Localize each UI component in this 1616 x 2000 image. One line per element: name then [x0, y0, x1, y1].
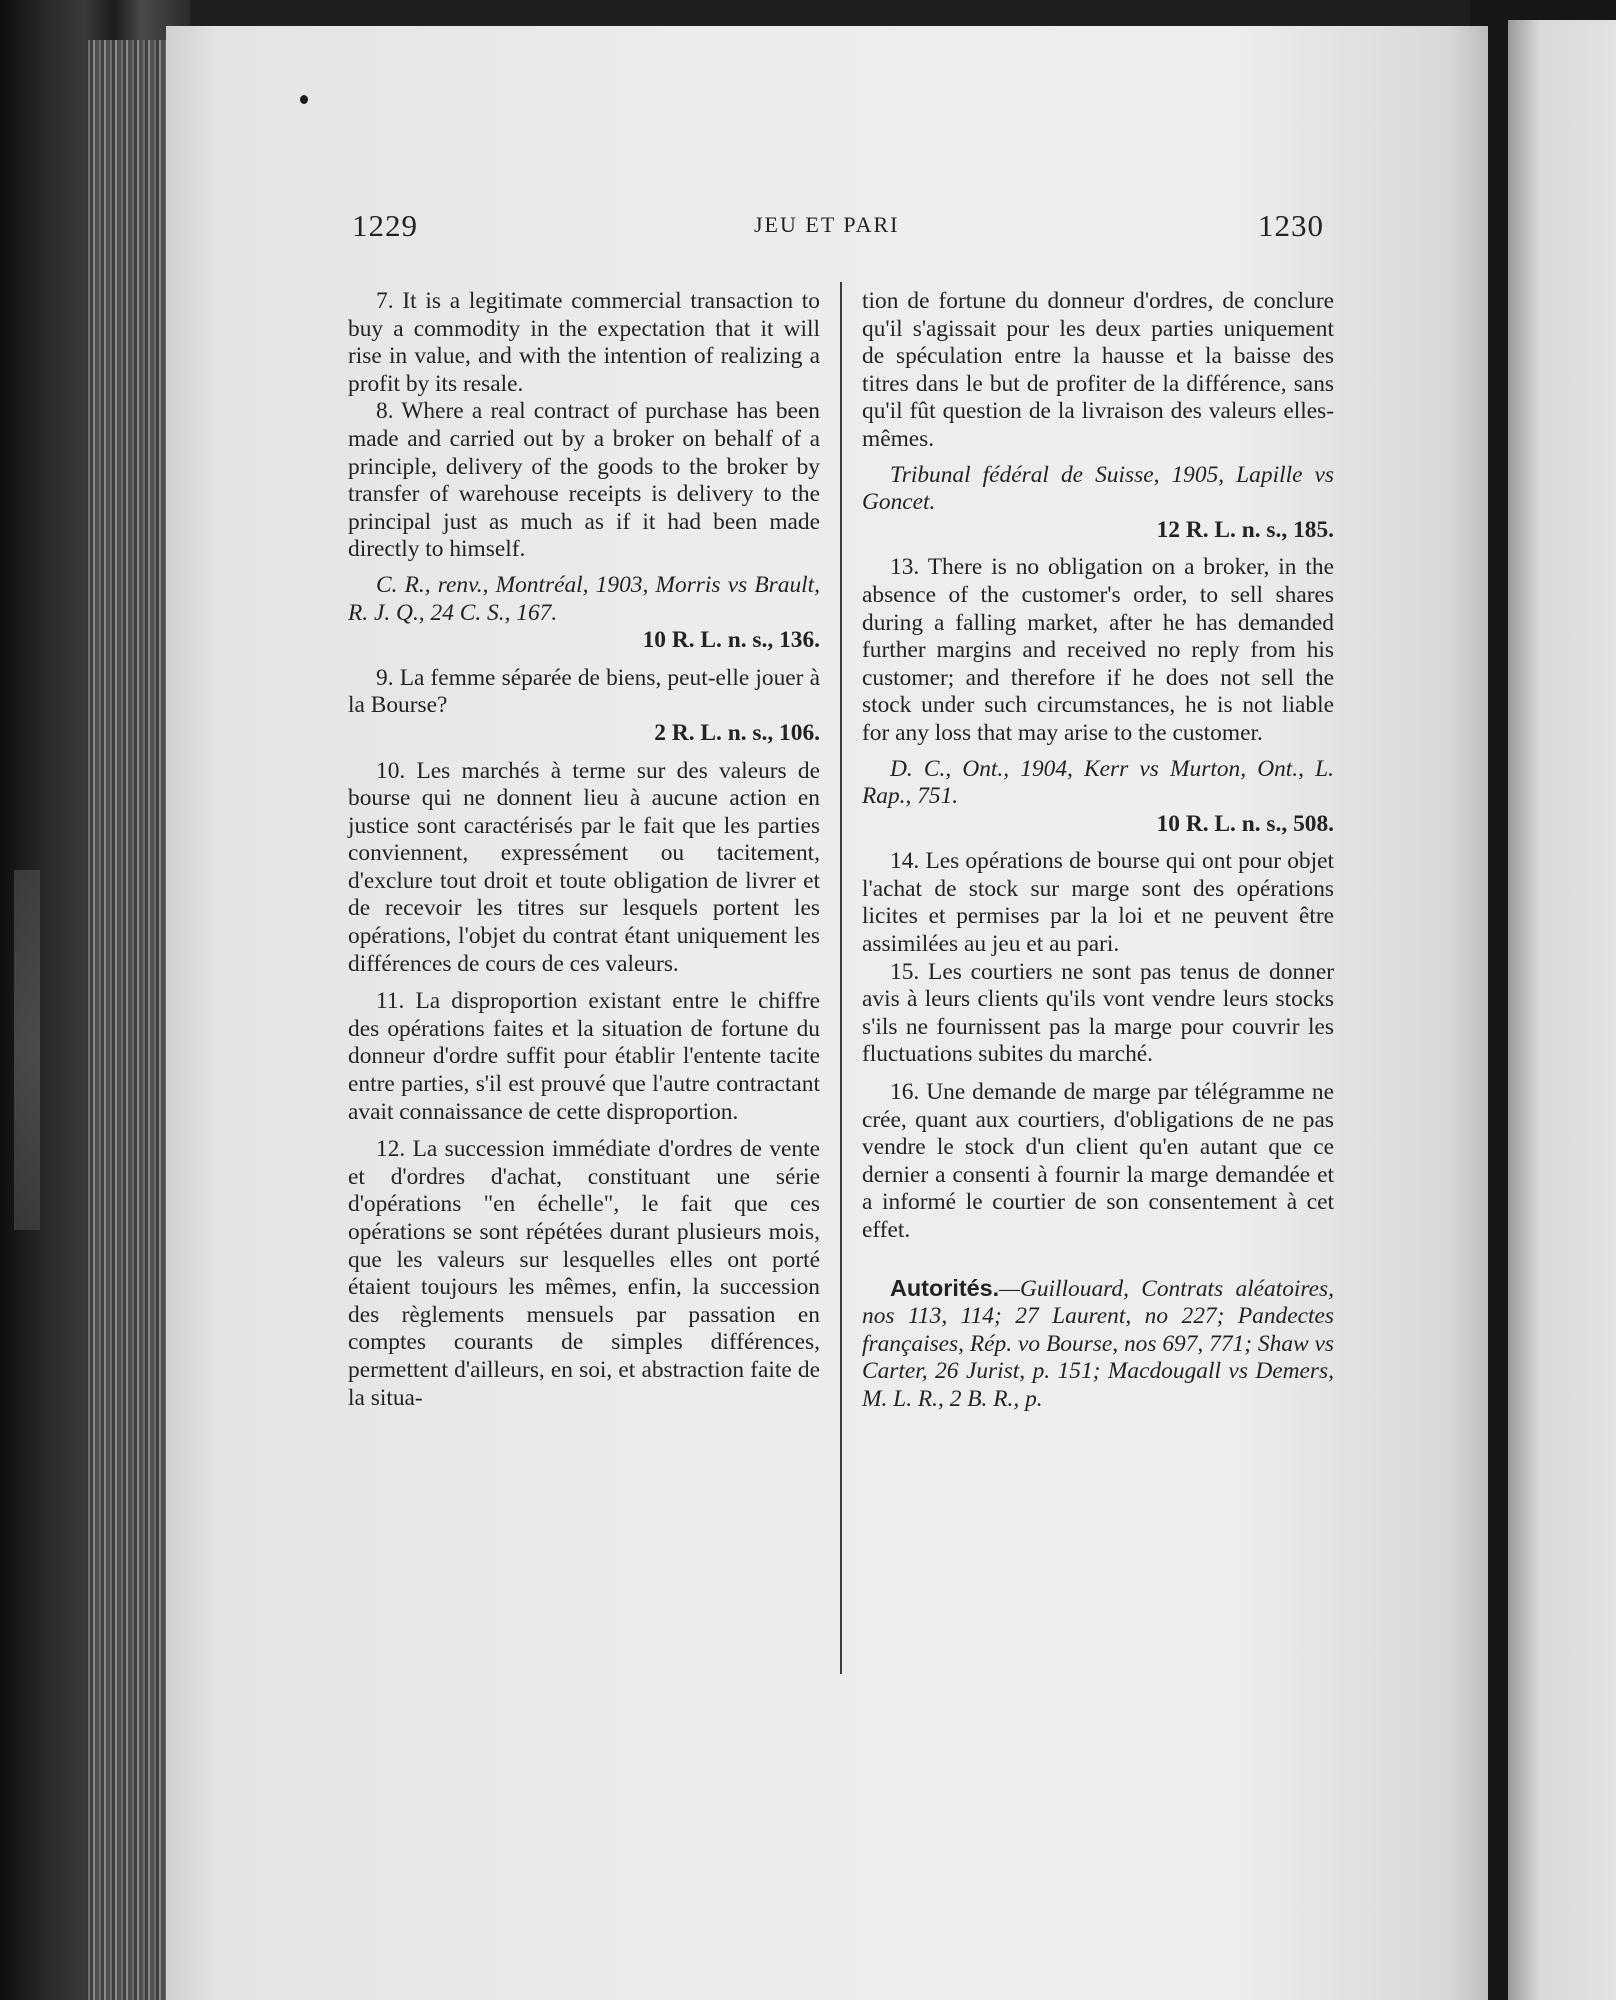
paragraph-14: 14. Les opérations de bourse qui ont pour objet l'achat de stock sur marge sont des opérations licites et permises par la loi et ne peuvent être assimilées au jeu et au pari. — [862, 848, 1334, 958]
paragraph-12-continued: tion de fortune du donneur d'ordres, de conclure qu'il s'agissait pour les deux parties uniquement de spéculation entre la hausse et la baisse des titres dans le but de profiter de la différence, sans qu'il fût question de la livraison des valeurs elles-mêmes. — [862, 288, 1334, 452]
authorities-heading: Autorités. — [890, 1274, 1000, 1301]
reference-13: 10 R. L. n. s., 508. — [1156, 810, 1334, 837]
left-column — [348, 288, 820, 1412]
page-number-right: 1230 — [1258, 208, 1324, 243]
paragraph-12: 12. La succession immédiate d'ordres de vente et d'ordres d'achat, constituant une série d'opérations "en échelle", le fait que ces opérations se sont répétées durant plusieurs mois, que les valeurs sur lesquelles elles ont porté étaient toujours les mêmes, enfin, la succession des règlements mensuels par passation en comptes courants de simples différences, permettent d'ailleurs, en soi, et abstraction faite de la situa- — [348, 1136, 820, 1411]
paragraph-16: 16. Une demande de marge par télégramme ne crée, quant aux courtiers, d'obligations de ne pas vendre le stock d'un client qu'en autant que ce dernier a consenti à fournir la marge demandée et a informé le courtier de son consentement à cet effet. — [862, 1079, 1334, 1243]
paragraph-11: 11. La disproportion existant entre le chiffre des opérations faites et la situation de fortune du donneur d'ordre suffit pour établir l'entente tacite entre parties, s'il est prouvé que l'autre contractant avait connaissance de cette disproportion. — [348, 988, 820, 1125]
page-number-left: 1229 — [352, 208, 418, 243]
reference-9: 2 R. L. n. s., 106. — [654, 719, 820, 746]
running-title: JEU ET PARI — [754, 212, 900, 237]
column-divider — [840, 282, 842, 1674]
paragraph-7: 7. It is a legitimate commercial transaction to buy a commodity in the expectation that it will rise in value, and with the intention of realizing a profit by its resale. — [348, 288, 820, 397]
authorities — [862, 1275, 1334, 1414]
citation-12: Tribunal fédéral de Suisse, 1905, Lapille vs Goncet. — [862, 461, 1334, 516]
spine-label — [14, 870, 40, 1230]
right-column — [862, 288, 1334, 1414]
paragraph-15: 15. Les courtiers ne sont pas tenus de donner avis à leurs clients qu'ils vont vendre leurs stocks s'ils ne fournissent pas la marge pour couvrir les fluctuations subites du marché. — [862, 958, 1334, 1068]
paragraph-13: 13. There is no obligation on a broker, in the absence of the customer's order, to sell shares during a falling market, after he has demanded further margins and received no reply from his customer; and therefore if he does not sell the stock under such circumstances, he is not liable for any loss that may arise to the customer. — [862, 554, 1334, 746]
authorities-list: —Guillouard, Contrats aléatoires, nos 113, 114; 27 Laurent, no 227; Pandectes françaises, Rép. vo Bourse, nos 697, 771; Shaw vs Carter, 26 Jurist, p. 151; Macdougall vs Demers, M. L. R., 2 B. R., p. — [862, 1275, 1334, 1412]
facing-page-edge — [1508, 20, 1616, 2000]
citation-13: D. C., Ont., 1904, Kerr vs Murton, Ont., L. Rap., 751. — [862, 755, 1334, 810]
reference-8: 10 R. L. n. s., 136. — [642, 627, 820, 654]
paragraph-10: 10. Les marchés à terme sur des valeurs de bourse qui ne donnent lieu à aucune action en justice sont caractérisés par le fait que les parties conviennent, expressément ou tacitement, d'exclure tout droit et toute obligation de livrer et de recevoir les titres sur lesquels portent les opérations, l'objet du contrat étant uniquement les différences de cours de ces valeurs. — [348, 757, 820, 977]
ink-spot — [300, 95, 308, 104]
paragraph-8: 8. Where a real contract of purchase has been made and carried out by a broker on behalf of a principle, delivery of the goods to the broker by transfer of warehouse receipts is delivery to the principal just as much as if it had been made directly to himself. — [348, 398, 820, 563]
citation-8: C. R., renv., Montréal, 1903, Morris vs Brault, R. J. Q., 24 C. S., 167. — [348, 571, 820, 626]
reference-12: 12 R. L. n. s., 185. — [1156, 516, 1334, 543]
paragraph-9: 9. La femme séparée de biens, peut-elle jouer à la Bourse? — [348, 664, 820, 719]
